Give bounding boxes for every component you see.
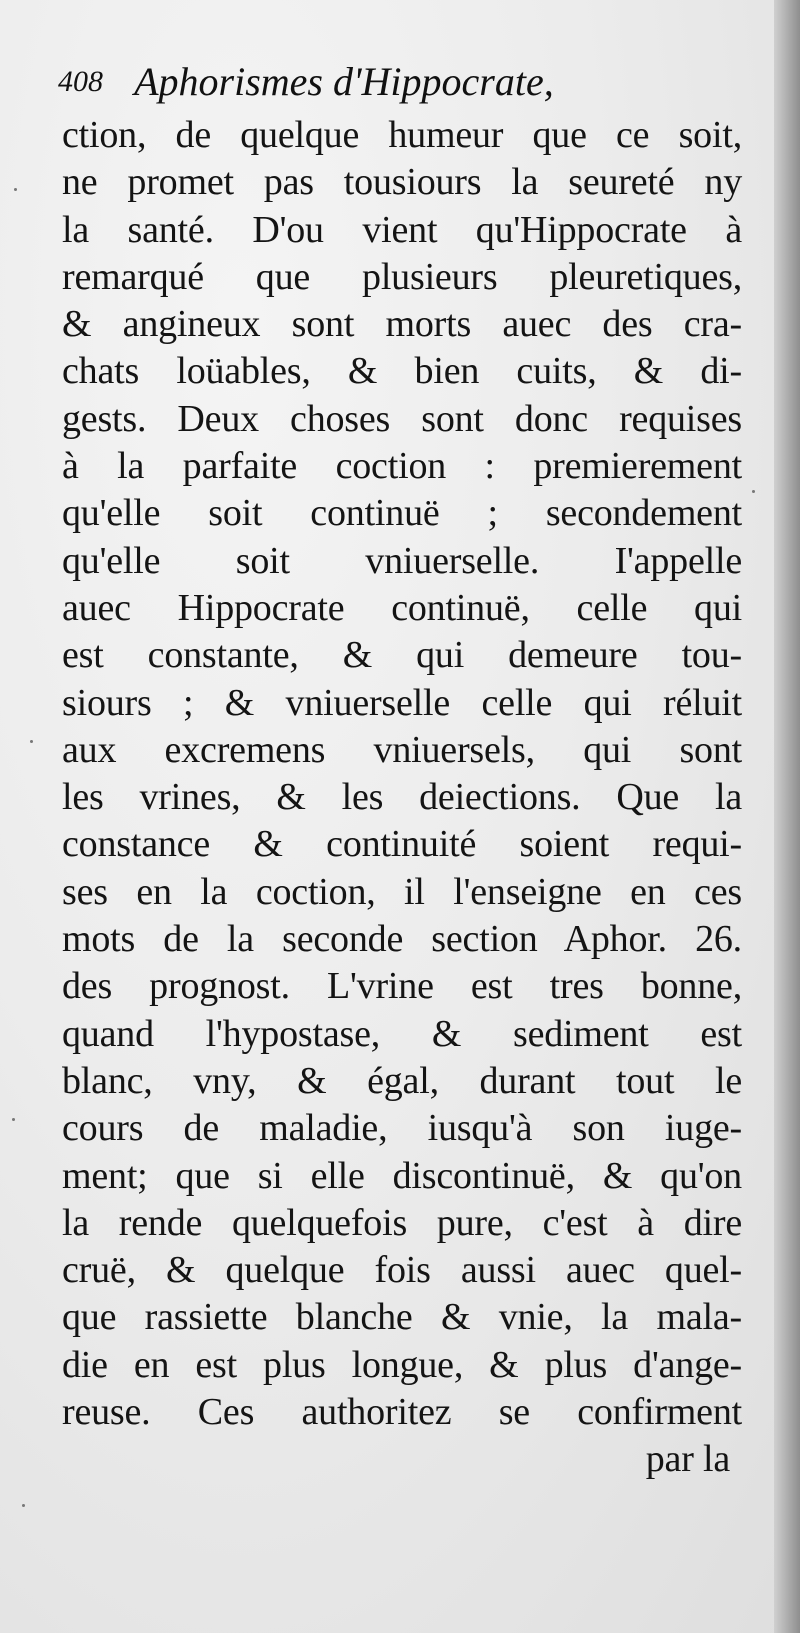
text-line: auec Hippocrate continuë, celle qui (62, 586, 742, 629)
text-line: ne promet pas tousiours la seureté ny (62, 161, 742, 204)
text-line: ment; que si elle discontinuë, & qu'on (62, 1154, 742, 1197)
text-line: quand l'hypostase, & sediment est (62, 1012, 742, 1055)
text-line: chats loüables, & bien cuits, & di- (62, 350, 742, 393)
paper-speck (30, 740, 33, 743)
paper-speck (22, 1504, 25, 1507)
text-line: reuse. Ces authoritez se confirment (62, 1391, 742, 1434)
paper-speck (12, 1118, 15, 1121)
text-line: la rende quelquefois pure, c'est à dire (62, 1201, 742, 1244)
body-text (62, 112, 742, 1484)
text-line: & angineux sont morts auec des cra- (62, 303, 742, 346)
paper-speck (752, 490, 755, 493)
text-line: siours ; & vniuerselle celle qui réluit (62, 681, 742, 724)
text-line: la santé. D'ou vient qu'Hippocrate à (62, 208, 742, 251)
text-line: ction, de quelque humeur que ce soit, (62, 114, 742, 156)
page-gutter-shadow (774, 0, 800, 1633)
text-line: blanc, vny, & égal, durant tout le (62, 1059, 742, 1102)
running-title: Aphorismes d'Hippocrate, (134, 59, 554, 104)
text-line: qu'elle soit continuë ; secondement (62, 492, 742, 535)
text-line: gests. Deux choses sont donc requises (62, 397, 742, 440)
paper-speck (14, 188, 17, 191)
text-line: les vrines, & les deiections. Que la (62, 776, 742, 819)
text-line: ses en la coction, il l'enseigne en ces (62, 870, 742, 913)
text-line: est constante, & qui demeure tou- (62, 634, 742, 677)
text-line: mots de la seconde section Aphor. 26. (62, 918, 742, 961)
text-line: que rassiette blanche & vnie, la mala- (62, 1296, 742, 1339)
text-line: remarqué que plusieurs pleuretiques, (62, 255, 742, 298)
text-line: die en est plus longue, & plus d'ange- (62, 1343, 742, 1386)
text-line: cours de maladie, iusqu'à son iuge- (62, 1107, 742, 1150)
text-line: constance & continuité soient requi- (62, 823, 742, 866)
running-head (58, 58, 758, 108)
catchword-line: par la (645, 1438, 730, 1481)
text-line: cruë, & quelque fois aussi auec quel- (62, 1249, 742, 1292)
text-line: qu'elle soit vniuerselle. I'appelle (62, 539, 742, 582)
text-line: des prognost. L'vrine est tres bonne, (62, 965, 742, 1008)
text-line: à la parfaite coction : premierement (62, 445, 742, 488)
text-line: aux excremens vniuersels, qui sont (62, 728, 742, 771)
page-number: 408 (58, 64, 103, 98)
